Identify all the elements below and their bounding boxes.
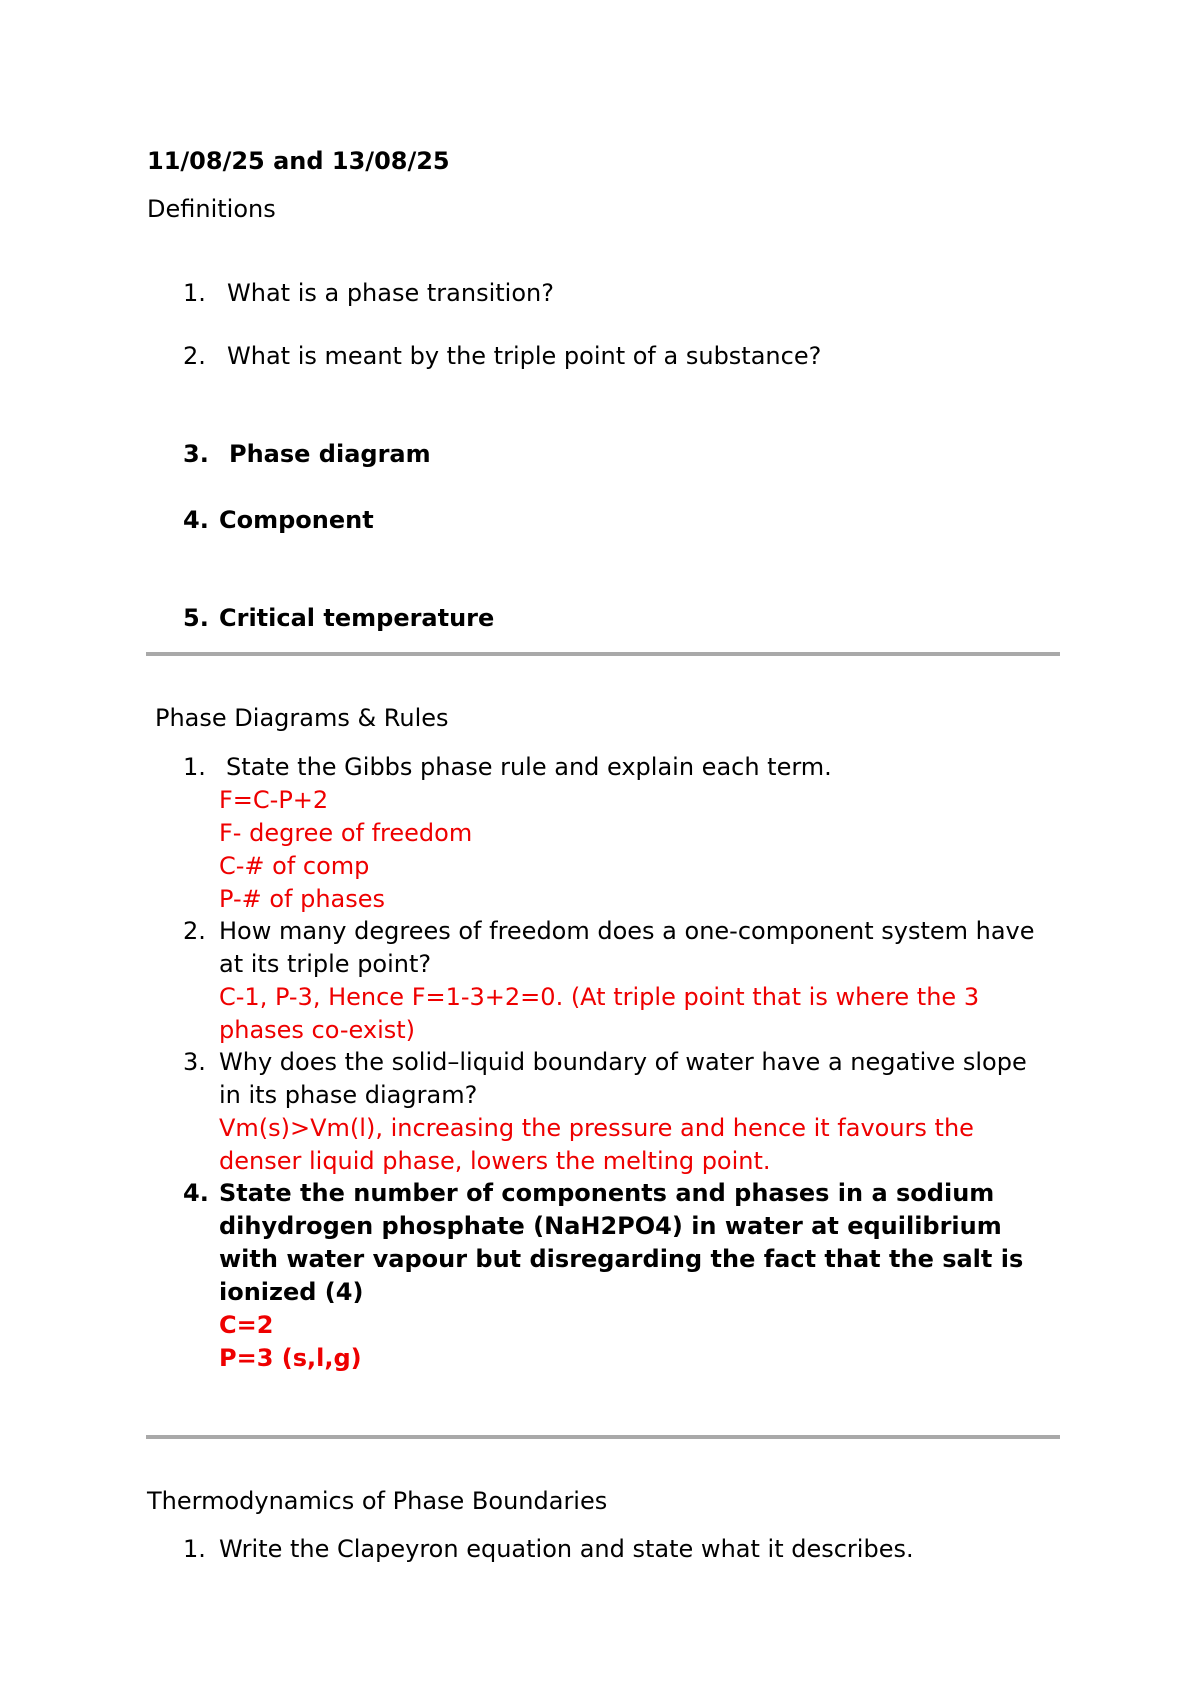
answer-line: denser liquid phase, lowers the melting point. bbox=[219, 1147, 771, 1175]
horizontal-rule bbox=[146, 652, 1060, 656]
question-text: How many degrees of freedom does a one-component system have bbox=[219, 917, 1035, 945]
list-number: 3. bbox=[183, 1048, 206, 1076]
date-heading: 11/08/25 and 13/08/25 bbox=[147, 147, 450, 175]
question-text: State the Gibbs phase rule and explain each term. bbox=[226, 753, 832, 781]
list-number: 1. bbox=[183, 753, 206, 781]
list-number: 4. bbox=[183, 1179, 209, 1207]
answer-line: phases co-exist) bbox=[219, 1016, 416, 1044]
list-number: 2. bbox=[183, 342, 206, 370]
list-number: 1. bbox=[183, 279, 206, 307]
list-number: 5. bbox=[183, 604, 209, 632]
question-text: ionized (4) bbox=[219, 1278, 364, 1306]
question-text: Write the Clapeyron equation and state what it describes. bbox=[219, 1535, 914, 1563]
answer-line: F- degree of freedom bbox=[219, 819, 473, 847]
answer-line: P-# of phases bbox=[219, 885, 386, 913]
question-text: in its phase diagram? bbox=[219, 1081, 478, 1109]
list-number: 2. bbox=[183, 917, 206, 945]
section-heading-definitions: Definitions bbox=[147, 195, 276, 223]
definition-item: Critical temperature bbox=[219, 604, 495, 632]
question-text: Why does the solid–liquid boundary of water have a negative slope bbox=[219, 1048, 1027, 1076]
question-text: State the number of components and phases in a sodium bbox=[219, 1179, 995, 1207]
list-number: 1. bbox=[183, 1535, 206, 1563]
answer-line: Vm(s)>Vm(l), increasing the pressure and hence it favours the bbox=[219, 1114, 974, 1142]
definition-item: Component bbox=[219, 506, 374, 534]
section-heading-thermodynamics: Thermodynamics of Phase Boundaries bbox=[147, 1487, 608, 1515]
definition-item: What is meant by the triple point of a substance? bbox=[227, 342, 822, 370]
definition-item: What is a phase transition? bbox=[227, 279, 554, 307]
question-text: dihydrogen phosphate (NaH2PO4) in water at equilibrium bbox=[219, 1212, 1002, 1240]
answer-line: C=2 bbox=[219, 1311, 274, 1339]
definition-item: Phase diagram bbox=[229, 440, 431, 468]
horizontal-rule bbox=[146, 1435, 1060, 1439]
question-text: at its triple point? bbox=[219, 950, 432, 978]
section-heading-phase-rules: Phase Diagrams & Rules bbox=[155, 704, 449, 732]
list-number: 3. bbox=[183, 440, 209, 468]
list-number: 4. bbox=[183, 506, 209, 534]
question-text: with water vapour but disregarding the fact that the salt is bbox=[219, 1245, 1024, 1273]
answer-line: C-# of comp bbox=[219, 852, 370, 880]
answer-line: P=3 (s,l,g) bbox=[219, 1344, 362, 1372]
answer-line: C-1, P-3, Hence F=1-3+2=0. (At triple point that is where the 3 bbox=[219, 983, 980, 1011]
answer-line: F=C-P+2 bbox=[219, 786, 329, 814]
